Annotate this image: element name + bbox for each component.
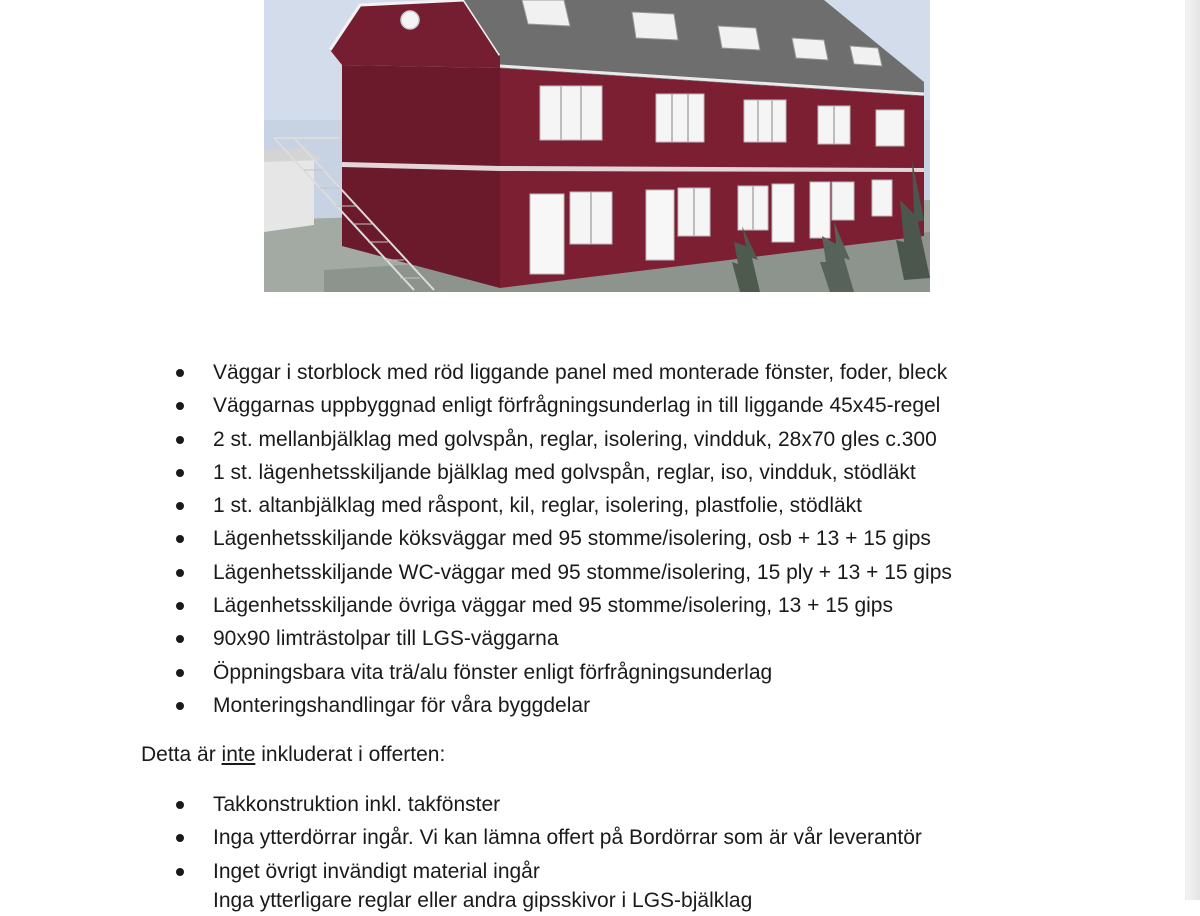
list-item [0, 522, 952, 555]
bullet-icon [176, 369, 184, 377]
bullet-icon [176, 602, 184, 610]
list-item-text: 90x90 limträstolpar till LGS-väggarna [213, 627, 559, 651]
bullet-icon [176, 469, 184, 477]
list-item [0, 456, 952, 489]
list-item-text: Väggar i storblock med röd liggande panel med monterade fönster, foder, bleck [213, 361, 948, 384]
bullet-icon [176, 436, 184, 444]
excluded-heading [141, 740, 445, 770]
list-item [0, 389, 952, 422]
list-item-text: Lägenhetsskiljande WC-väggar med 95 stomme/isolering, 15 ply + 13 + 15 gips [213, 560, 952, 584]
bullet-icon [176, 535, 184, 543]
list-item [0, 489, 952, 522]
bullet-icon [176, 569, 184, 577]
list-item [0, 423, 952, 456]
bullet-icon [176, 502, 184, 510]
excluded-heading-emphasis: inte [221, 743, 256, 766]
list-item-text: 1 st. lägenhetsskiljande bjälklag med golvspån, reglar, iso, vindduk, stödläkt [213, 460, 916, 484]
excluded-heading-before: Detta är [141, 743, 222, 766]
list-item-text: 2 st. mellanbjälklag med golvspån, reglar, isolering, vindduk, 28x70 gles c.300 [213, 427, 937, 451]
cut-off-list-item: Inga ytterligare reglar eller andra gipsskivor i LGS-bjälklag [213, 889, 753, 912]
list-item-text: Öppningsbara vita trä/alu fönster enligt förfrågningsunderlag [213, 660, 773, 684]
list-item [0, 556, 952, 589]
list-item-text: Inga ytterdörrar ingår. Vi kan lämna offert på Bordörrar som är vår leverantör [213, 826, 922, 850]
bullet-icon [176, 402, 184, 410]
list-item-text: Lägenhetsskiljande köksväggar med 95 stomme/isolering, osb + 13 + 15 gips [213, 527, 931, 551]
list-item [0, 622, 952, 655]
list-item-text: 1 st. altanbjälklag med råspont, kil, reglar, isolering, plastfolie, stödläkt [213, 494, 863, 518]
bullet-icon [176, 868, 184, 876]
bullet-icon [176, 669, 184, 677]
list-item-text: Monteringshandlingar för våra byggdelar [213, 693, 591, 717]
list-item-text: Väggarnas uppbyggnad enligt förfrågningsunderlag in till liggande 45x45-regel [213, 394, 941, 418]
list-item [0, 855, 922, 888]
bullet-icon [176, 702, 184, 710]
list-item-text: Inget övrigt invändigt material ingår [213, 859, 540, 883]
building-rendering-image [264, 0, 930, 292]
list-item [0, 656, 952, 689]
list-item [0, 589, 952, 622]
list-item [0, 821, 922, 854]
bullet-icon [176, 834, 184, 842]
list-item [0, 356, 952, 389]
bullet-icon [176, 801, 184, 809]
included-items-list [0, 356, 952, 722]
bullet-icon [176, 635, 184, 643]
excluded-items-list [0, 788, 922, 888]
page-edge-shadow [1185, 0, 1200, 900]
list-item-text: Lägenhetsskiljande övriga väggar med 95 stomme/isolering, 13 + 15 gips [213, 594, 893, 618]
list-item [0, 788, 922, 821]
excluded-heading-after: inkluderat i offerten: [255, 743, 446, 766]
list-item-text: Takkonstruktion inkl. takfönster [213, 793, 501, 816]
list-item [0, 689, 952, 722]
